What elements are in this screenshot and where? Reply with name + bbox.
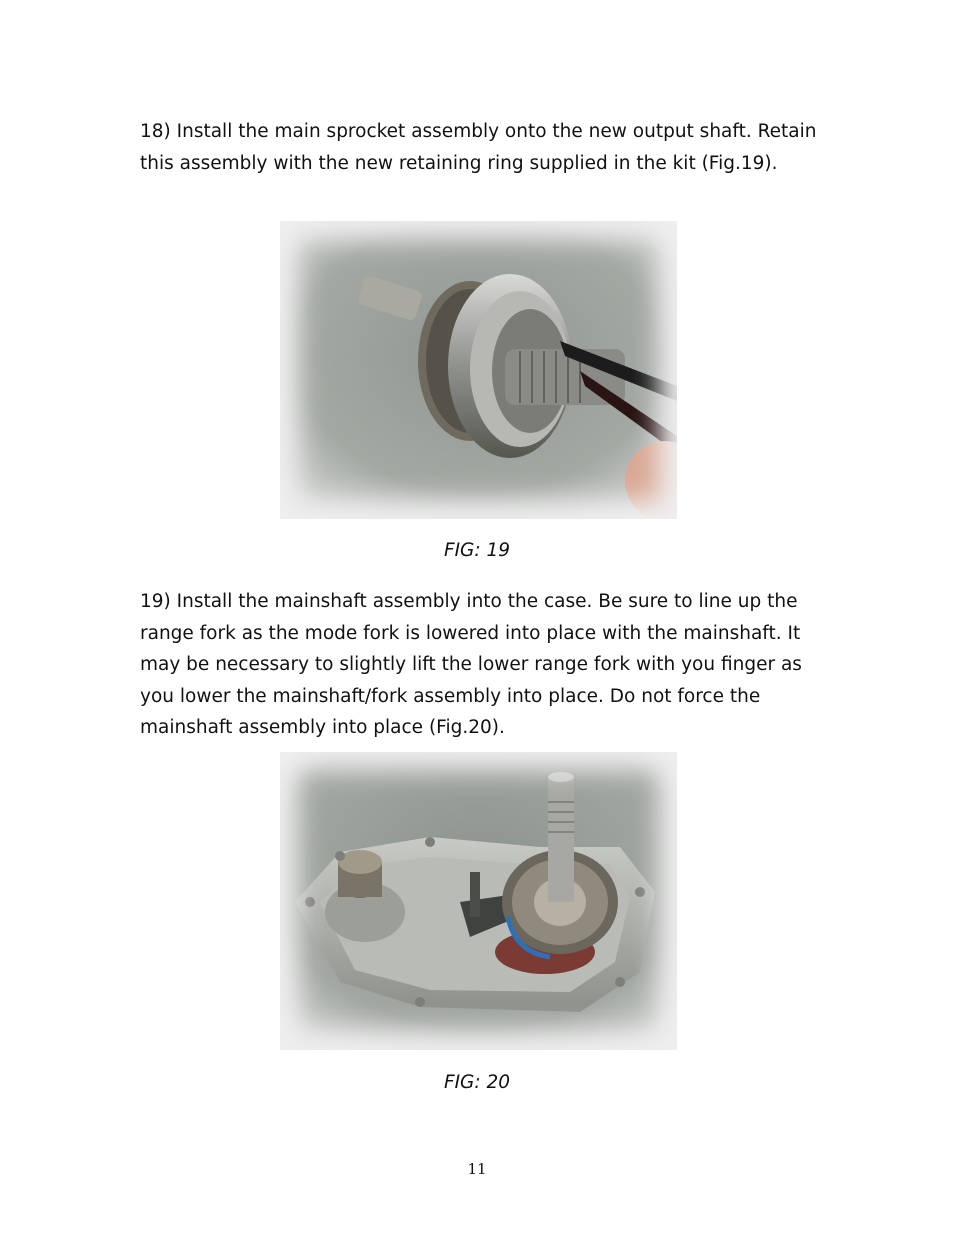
step-18-text: 18) Install the main sprocket assembly onto the new output shaft. Retain this assembly with the new retaining ring supplied in the kit (Fig.19). (140, 121, 817, 174)
step-19-text: 19) Install the mainshaft assembly into the case. Be sure to line up the range fork as the mode fork is lowered into place with the mainshaft. It may be necessary to slightly lift the lower range fork with you finger as you lower the mainshaft/fork assembly into place. Do not force the mainshaft assembly into place (Fig.20). (140, 591, 802, 738)
page-number: 11 (467, 1160, 487, 1178)
fig-19-caption: FIG: 19 (443, 540, 511, 561)
fig-20-photo (280, 752, 677, 1050)
fig-20-caption: FIG: 20 (443, 1072, 511, 1093)
fig-19-photo (280, 221, 677, 519)
